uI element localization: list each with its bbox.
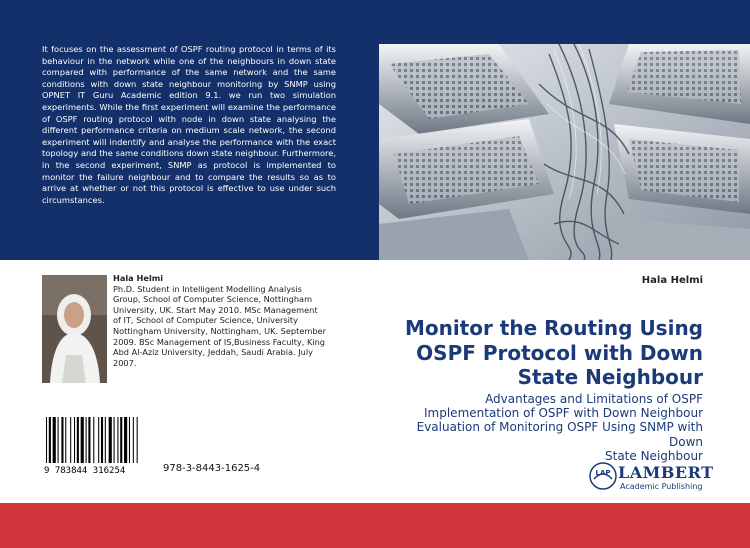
subtitle-line: State Neighbour [605, 448, 703, 463]
barcode-bar [70, 417, 71, 463]
barcode-bar [53, 417, 56, 463]
barcode-bar [133, 417, 134, 463]
author-portrait-icon [42, 275, 107, 383]
publisher-name: LAMBERT [618, 463, 714, 482]
barcode-bar [101, 417, 103, 463]
barcode-bar [137, 417, 138, 463]
publisher-subname: Academic Publishing [620, 482, 703, 491]
barcode-bar [129, 417, 130, 463]
barcode-bar [58, 417, 59, 463]
isbn-text: 978-3-8443-1625-4 [163, 463, 261, 474]
barcode-bar [105, 417, 106, 463]
barcode-bars [42, 415, 157, 475]
title-line: Monitor the Routing Using [404, 316, 703, 340]
lap-badge-text: LAP [595, 469, 611, 477]
barcode-bar [114, 417, 115, 463]
bio-text: Ph.D. Student in Intelligent Modelling Analysis Group, School of Computer Science, Nottingham University, UK. Start May 2010. MSc Management of IT, School of Computer Science, University Nottingham University, Nottingham, UK. September 2009. BSc Management of IS,Business Faculty, King Abd Al-Aziz University, Jeddah, Saudi Arabia. July 2007. [113, 283, 326, 368]
cover-image [379, 44, 750, 260]
barcode-bar [88, 417, 90, 463]
barcode-bar [124, 417, 127, 463]
bio-author-name: Hala Helmi [113, 273, 164, 283]
barcode-bar [49, 417, 51, 463]
barcode [42, 415, 157, 475]
author-portrait [42, 275, 107, 383]
book-title [383, 316, 703, 390]
barcode-digits: 9 783844 316254 [44, 466, 126, 475]
book-subtitle [383, 392, 703, 463]
subtitle-line: Evaluation of Monitoring OSPF Using SNMP with Down [416, 420, 703, 449]
front-author: Hala Helmi [641, 275, 703, 286]
barcode-bar [117, 417, 118, 463]
back-cover-description: It focuses on the assessment of OSPF routing protocol in terms of its behaviour in the network while one of the neighbours in down state compared with performance of the same network and the same conditions with down state neighbour monitoring by SNMP using OPNET IT Guru Academic edition 9.1. we run two simulation experiments. While the first experiment will examine the performance of OSPF routing protocol with node in down state analysing the different performance criteria on medium scale network, the second experiment will indentify and analyse the performance with the exact topology and the same conditions down state neighbour. Furthermore, in the second experiment, SNMP as protocol is implemented to monitor the failure neighbour and to compare the results so as to arrive at whether or not this protocol is effective to use under such circumstances. [42, 44, 336, 205]
server-cables-photo-icon [379, 44, 750, 260]
subtitle-line: Implementation of OSPF with Down Neighbour [424, 406, 703, 421]
barcode-bar [65, 417, 66, 463]
barcode-bar [98, 417, 99, 463]
publisher-logo [588, 461, 714, 491]
author-bio [113, 273, 328, 368]
barcode-bar [120, 417, 122, 463]
barcode-bar [81, 417, 84, 463]
title-line: OSPF Protocol with Down [416, 340, 703, 365]
bottom-color-band [0, 503, 750, 548]
barcode-bar [93, 417, 94, 463]
barcode-bar [61, 417, 63, 463]
barcode-bar [46, 417, 47, 463]
barcode-bar [109, 417, 112, 463]
lap-logo-icon [588, 461, 618, 491]
barcode-bar [86, 417, 87, 463]
barcode-bar [77, 417, 79, 463]
barcode-bar [74, 417, 75, 463]
subtitle-line: Advantages and Limitations of OSPF [485, 392, 703, 406]
title-line: State Neighbour [517, 365, 703, 389]
